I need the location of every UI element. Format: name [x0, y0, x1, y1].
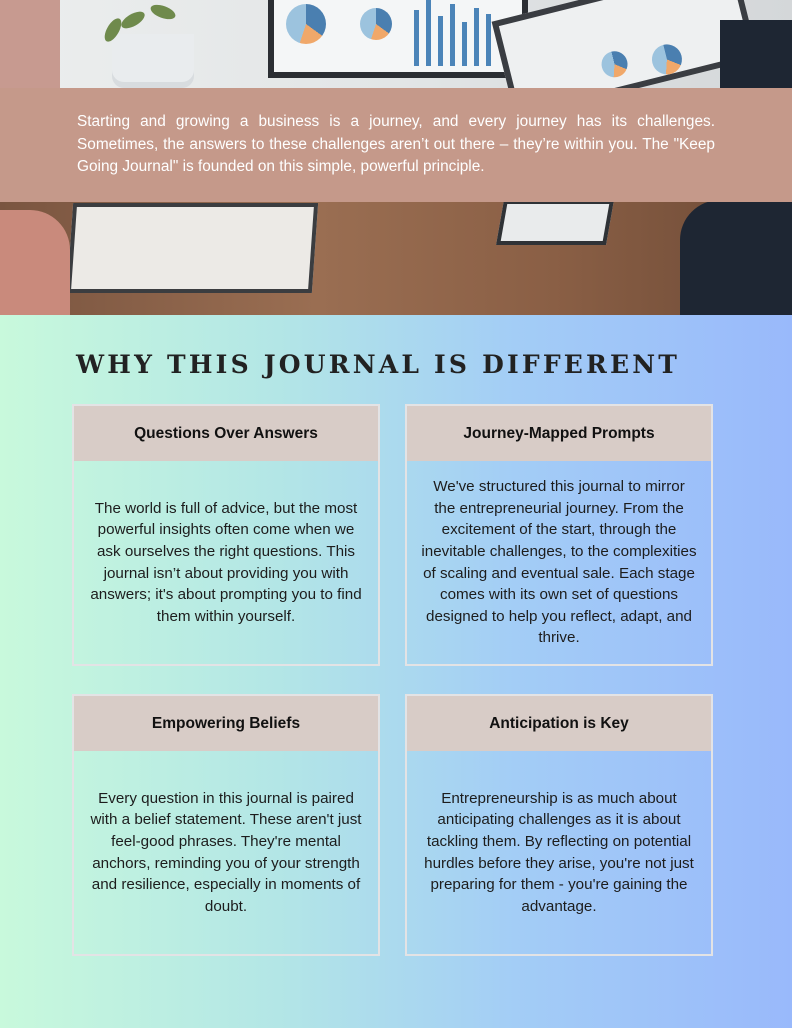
bar-graphic	[438, 16, 443, 66]
bar-graphic	[474, 8, 479, 66]
bar-graphic	[450, 4, 455, 66]
feature-card-journey	[405, 404, 713, 666]
card-heading: Journey-Mapped Prompts	[407, 406, 711, 461]
card-heading: Empowering Beliefs	[74, 696, 378, 751]
section-title: WHY THIS JOURNAL IS DIFFERENT	[76, 350, 681, 379]
intro-paragraph: Starting and growing a business is a journey, and every journey has its challenges. Sometimes, the answers to these challenges aren’t out there – they’re within you. The "Keep Going Journal" is founded on this simple, powerful principle.	[77, 113, 715, 175]
card-body	[407, 461, 711, 664]
pie-chart-graphic	[360, 8, 392, 40]
card-text: Every question in this journal is paired with a belief statement. These aren't just feel-good phrases. They're mental anchors, reminding you of your strength and resilience, especially in moments of doubt.	[90, 789, 362, 915]
bar-graphic	[462, 22, 467, 66]
card-text: Entrepreneurship is as much about anticipating challenges as it is about tackling them. By reflecting on potential hurdles before they arise, you're not just preparing for them - you're gaining the advantage.	[424, 789, 694, 915]
card-body	[74, 751, 378, 954]
bar-graphic	[486, 14, 491, 66]
person-arm-left	[0, 210, 70, 315]
features-section	[0, 315, 792, 1028]
pie-chart-graphic	[649, 41, 685, 77]
card-heading: Anticipation is Key	[407, 696, 711, 751]
bar-graphic	[426, 0, 431, 66]
card-text: The world is full of advice, but the most powerful insights often come when we ask ourselves the right questions. This journal isn’t about providing you with answers; it's about prompting you to find them within yourself.	[90, 499, 362, 625]
pie-chart-graphic	[286, 4, 326, 44]
feature-card-questions	[72, 404, 380, 666]
intro-banner	[0, 88, 792, 202]
feature-card-beliefs	[72, 694, 380, 956]
card-body	[74, 461, 378, 664]
card-body	[407, 751, 711, 954]
notebook	[496, 200, 614, 245]
open-notebook	[67, 203, 318, 293]
monitor-dashboard	[268, 0, 528, 78]
plant-pot	[112, 34, 194, 88]
person-sleeve-right	[720, 20, 792, 95]
feature-card-anticipation	[405, 694, 713, 956]
bar-graphic	[414, 10, 419, 66]
card-text: We've structured this journal to mirror the entrepreneurial journey. From the excitement of the start, through the inevitable challenges, to the complexities of scaling and eventual sale. Each stage comes with its own set of questions designed to help you reflect, adapt, and thrive.	[421, 478, 697, 647]
person-arm-right	[680, 200, 792, 315]
person-sleeve-left	[0, 0, 60, 95]
card-heading: Questions Over Answers	[74, 406, 378, 461]
pie-chart-graphic	[599, 48, 631, 80]
